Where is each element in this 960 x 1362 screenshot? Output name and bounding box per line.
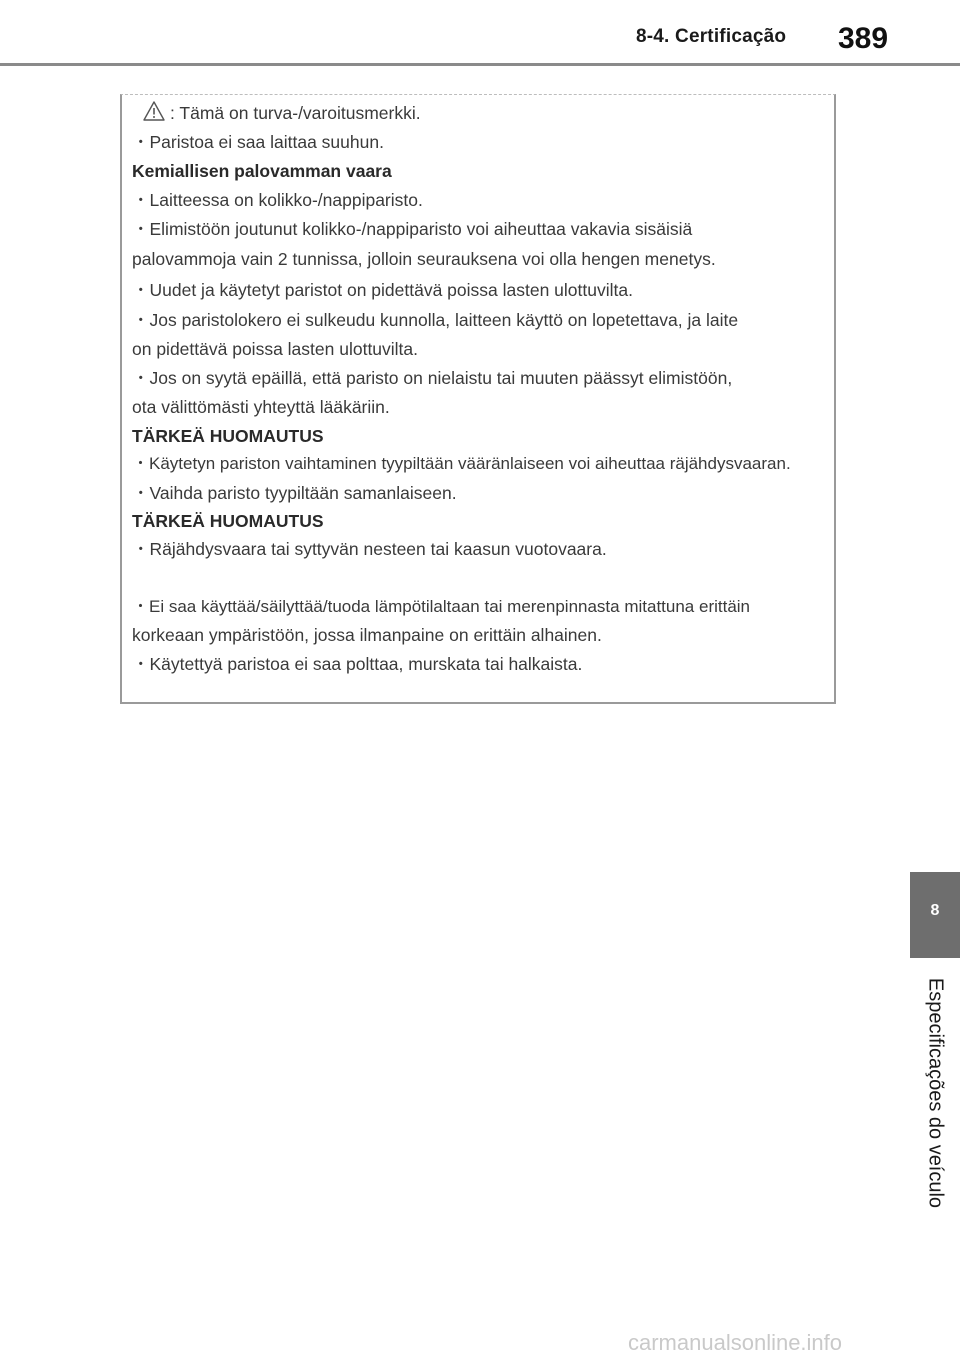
notice-line: ota välittömästi yhteyttä lääkäriin. xyxy=(132,397,390,417)
section-title: 8-4. Certificação xyxy=(636,26,787,47)
notice-line: ・Räjähdysvaara tai syttyvän nesteen tai kaasun vuotovaara. xyxy=(132,539,607,559)
notice-heading: Kemiallisen palovamman vaara xyxy=(132,161,392,181)
notice-line: ・Jos paristolokero ei sulkeudu kunnolla, laitteen käyttö on lopetettava, ja laite xyxy=(132,310,739,330)
notice-line-symbol: : Tämä on turva-/varoitusmerkki. xyxy=(170,103,421,123)
notice-line: korkeaan ympäristöön, jossa ilmanpaine on erittäin alhainen. xyxy=(132,625,602,645)
page-number: 389 xyxy=(838,22,889,55)
notice-line: palovammoja vain 2 tunnissa, jolloin seurauksena voi olla hengen menetys. xyxy=(132,249,716,269)
notice-line: ・Jos on syytä epäillä, että paristo on nielaistu tai muuten päässyt elimistöön, xyxy=(132,368,733,388)
notice-line: on pidettävä poissa lasten ulottuvilta. xyxy=(132,339,419,359)
notice-heading: TÄRKEÄ HUOMAUTUS xyxy=(132,511,324,531)
notice-line: ・Uudet ja käytetyt paristot on pidettävä poissa lasten ulottuvilta. xyxy=(132,280,633,300)
chapter-title: Especificações do veículo xyxy=(924,977,947,1209)
notice-line: ・Elimistöön joutunut kolikko-/nappiparisto voi aiheuttaa vakavia sisäisiä xyxy=(132,219,693,239)
notice-line: ・Käytettyä paristoa ei saa polttaa, murskata tai halkaista. xyxy=(132,654,583,674)
notice-line: ・Ei saa käyttää/säilyttää/tuoda lämpötilaltaan tai merenpinnasta mitattuna erittäin xyxy=(132,597,751,616)
chapter-number: 8 xyxy=(930,902,940,919)
watermark: carmanualsonline.info xyxy=(628,1330,843,1355)
notice-line: ・Käytetyn pariston vaihtaminen tyypiltään vääränlaiseen voi aiheuttaa räjähdysvaaran. xyxy=(132,454,791,473)
notice-line: ・Vaihda paristo tyypiltään samanlaiseen. xyxy=(132,483,457,503)
notice-heading: TÄRKEÄ HUOMAUTUS xyxy=(132,426,324,446)
notice-line: ・Laitteessa on kolikko-/nappiparisto. xyxy=(132,190,423,210)
warning-triangle-icon xyxy=(143,101,165,121)
notice-line: ・Paristoa ei saa laittaa suuhun. xyxy=(132,132,384,152)
header-divider xyxy=(0,63,960,66)
